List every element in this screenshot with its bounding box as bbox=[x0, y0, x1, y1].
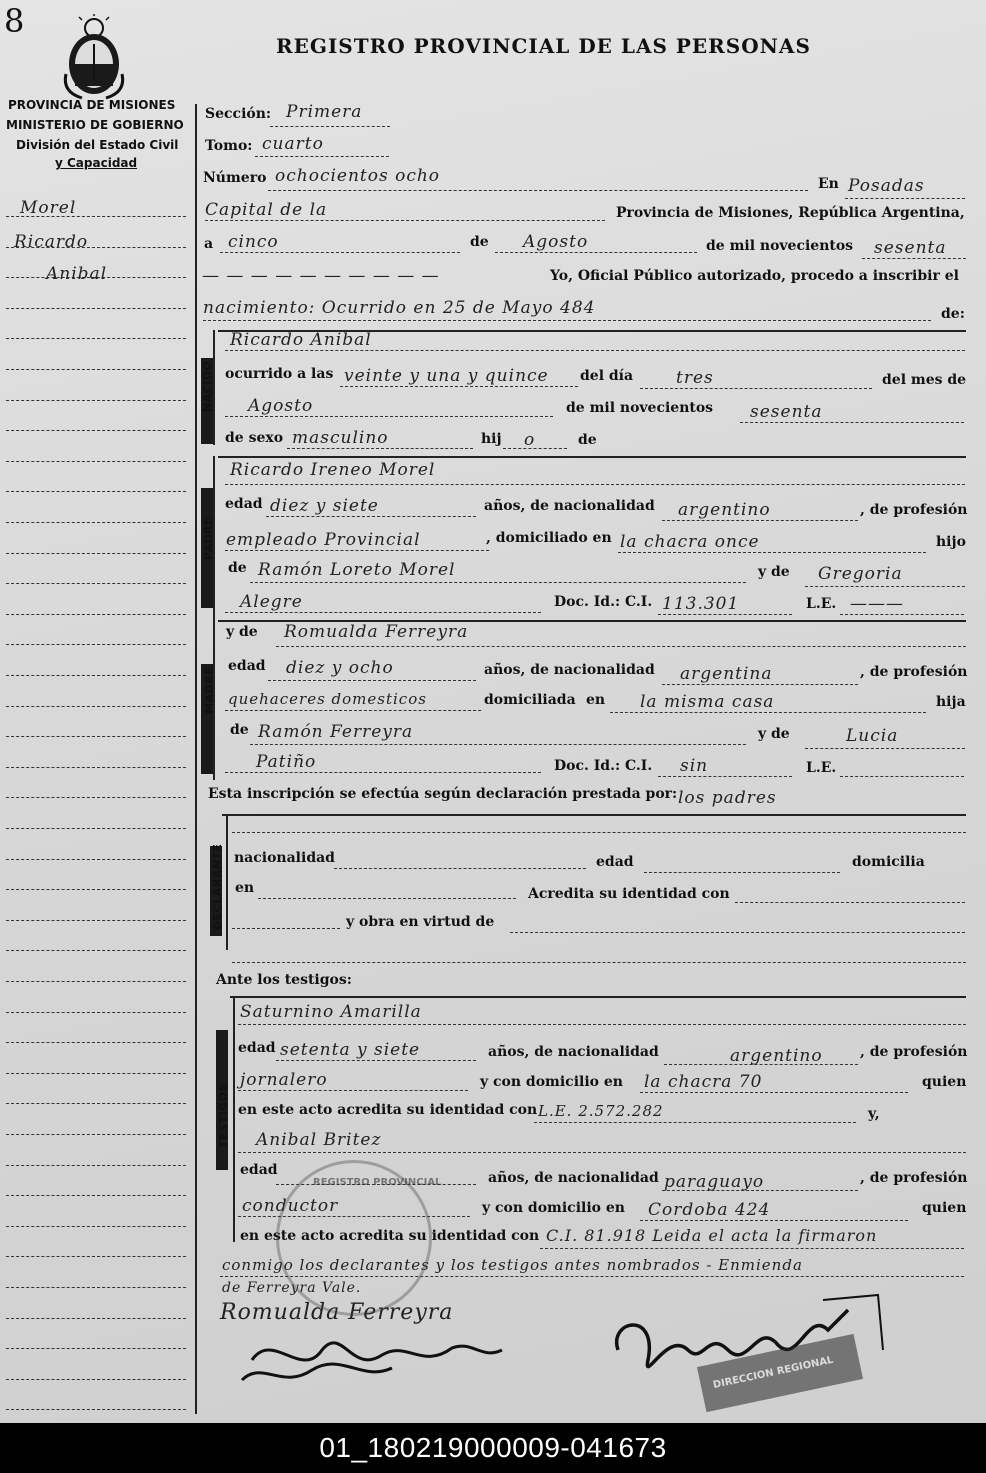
ocurrido-label: ocurrido a las bbox=[225, 366, 334, 382]
de-label: de bbox=[470, 234, 489, 250]
hijo-label: hijo bbox=[936, 534, 966, 550]
hija-label: hija bbox=[936, 694, 966, 710]
margin-rule bbox=[6, 1409, 186, 1410]
padre-nac-value: argentino bbox=[678, 500, 771, 520]
madre-de-label: de bbox=[230, 722, 249, 738]
margin-rule bbox=[6, 369, 186, 370]
padre-ci-value: 113.301 bbox=[662, 594, 740, 614]
madre-section-label: MADRE bbox=[203, 666, 216, 714]
t1-dom-value: la chacra 70 bbox=[644, 1072, 763, 1092]
padre-y-de-label: y de bbox=[758, 564, 790, 580]
abuela-m2-value: Patiño bbox=[256, 752, 317, 772]
image-caption: 01_180219000009-041673 bbox=[0, 1423, 986, 1473]
margin-rule bbox=[6, 430, 186, 431]
t1-acredita-label: en este acto acredita su identidad con bbox=[238, 1102, 538, 1118]
declarante-en-label: en bbox=[235, 880, 255, 896]
t1-edad-value: setenta y siete bbox=[280, 1040, 421, 1060]
numero-value: ochocientos ocho bbox=[275, 166, 441, 186]
t2-prof-label: , de profesión bbox=[860, 1170, 968, 1186]
acredita-label: Acredita su identidad con bbox=[528, 886, 730, 902]
padre-prof-value: empleado Provincial bbox=[226, 530, 421, 550]
margin-rule bbox=[6, 706, 186, 707]
margin-rule bbox=[6, 950, 186, 951]
t1-doc-value: L.E. 2.572.282 bbox=[538, 1102, 664, 1120]
domiciliada-label: domiciliada bbox=[484, 692, 576, 708]
margin-rule bbox=[6, 614, 186, 615]
testigo2-value: Anibal Britez bbox=[256, 1130, 382, 1150]
abuela-m-value: Lucia bbox=[846, 726, 899, 746]
madre-nac-value: argentina bbox=[680, 664, 773, 684]
hij-label: hij bbox=[481, 431, 502, 447]
margin-rule bbox=[6, 675, 186, 676]
official-seal-icon bbox=[276, 1160, 442, 1316]
sexo-value: masculino bbox=[292, 428, 389, 448]
declarante-edad-label: edad bbox=[596, 854, 634, 870]
margin-rule bbox=[6, 461, 186, 462]
declarante-nac-label: nacionalidad bbox=[234, 850, 335, 866]
margin-rule bbox=[6, 522, 186, 523]
padre-le-label: L.E. bbox=[806, 596, 837, 612]
madre-le-label: L.E. bbox=[806, 760, 837, 776]
header-capacity: y Capacidad bbox=[55, 156, 138, 170]
numero-label: Número bbox=[203, 170, 267, 186]
margin-rule bbox=[6, 1287, 186, 1288]
margin-rule bbox=[6, 644, 186, 645]
margin-rule bbox=[6, 859, 186, 860]
madre-prof-value: quehaceres domesticos bbox=[228, 690, 427, 708]
firma-madre-value: Romualda Ferreyra bbox=[220, 1300, 454, 1325]
madre-edad-value: diez y ocho bbox=[286, 658, 394, 678]
margin-rule bbox=[6, 1042, 186, 1043]
madre-ci-value: sin bbox=[680, 756, 709, 776]
t1-nac-value: argentino bbox=[730, 1046, 823, 1066]
abuela-p2-value: Alegre bbox=[240, 592, 303, 612]
header-ministry: MINISTERIO DE GOBIERNO bbox=[6, 118, 184, 132]
tomo-value: cuarto bbox=[262, 134, 324, 154]
margin-rule bbox=[6, 1348, 186, 1349]
hij-value: o bbox=[524, 430, 536, 450]
hora-value: veinte y una y quince bbox=[344, 366, 549, 386]
yo-label: Yo, Oficial Público autorizado, procedo a inscribir el bbox=[550, 268, 959, 284]
margin-rule bbox=[6, 1134, 186, 1135]
padre-dom-value: la chacra once bbox=[620, 532, 760, 552]
margin-second-name: Anibal bbox=[46, 264, 108, 284]
y-obra-label: y obra en virtud de bbox=[346, 914, 495, 930]
t2-nac-value: paraguayo bbox=[664, 1172, 765, 1192]
margin-rule bbox=[6, 1256, 186, 1257]
declarante-value: los padres bbox=[678, 788, 777, 808]
margin-rule bbox=[6, 400, 186, 401]
madre-edad-label: edad bbox=[228, 658, 266, 674]
margin-rule bbox=[6, 308, 186, 309]
de2-label: de bbox=[578, 432, 597, 448]
mes-value: Agosto bbox=[523, 232, 589, 252]
padre-de-label: de bbox=[228, 560, 247, 576]
madre-nac-label: años, de nacionalidad bbox=[484, 662, 655, 678]
cierre1-value: conmigo los declarantes y los testigos antes nombrados - Enmienda bbox=[222, 1256, 803, 1274]
en-label: En bbox=[818, 176, 839, 192]
t2-dom-label: y con domicilio en bbox=[482, 1200, 625, 1216]
t2-nac-label: años, de nacionalidad bbox=[488, 1170, 659, 1186]
margin-rule bbox=[6, 338, 186, 339]
abuelo-m-value: Ramón Ferreyra bbox=[258, 722, 414, 742]
t1-prof-value: jornalero bbox=[240, 1070, 328, 1090]
margin-rule bbox=[6, 553, 186, 554]
padre-doc-label: Doc. Id.: C.I. bbox=[554, 594, 653, 610]
abuela-p-value: Gregoria bbox=[818, 564, 903, 584]
de-mil-label: de mil novecientos bbox=[706, 238, 854, 254]
seccion-label: Sección: bbox=[205, 106, 272, 122]
header-province: PROVINCIA DE MISIONES bbox=[8, 98, 176, 112]
t1-dom-label: y con domicilio en bbox=[480, 1074, 623, 1090]
t1-nac-label: años, de nacionalidad bbox=[488, 1044, 659, 1060]
seccion-value: Primera bbox=[286, 102, 363, 122]
en-value: Posadas bbox=[848, 176, 925, 196]
dashes-value: — — — — — — — — — — bbox=[202, 266, 440, 286]
madre-dom-value: la misma casa bbox=[640, 692, 775, 712]
cierre2-value: de Ferreyra Vale. bbox=[222, 1280, 362, 1296]
dia-value: cinco bbox=[228, 232, 279, 252]
dia-nac-value: tres bbox=[676, 368, 714, 388]
de-sexo-label: de sexo bbox=[225, 430, 284, 446]
testigos-section-label: TESTIGOS bbox=[217, 1083, 230, 1148]
margin-rule bbox=[6, 1379, 186, 1380]
signature-padre-icon bbox=[232, 1320, 532, 1390]
padre-edad-value: diez y siete bbox=[270, 496, 379, 516]
ante-testigos-label: Ante los testigos: bbox=[216, 972, 352, 988]
madre-y-de-label: y de bbox=[226, 624, 258, 640]
declarante-section-label: DECLARANTE bbox=[211, 843, 224, 930]
mes-nac-value: Agosto bbox=[248, 396, 314, 416]
madre-en-label: en bbox=[586, 692, 606, 708]
header-division: División del Estado Civil bbox=[16, 138, 179, 152]
seal-text: REGISTRO PROVINCIAL bbox=[313, 1177, 442, 1188]
madre-doc-label: Doc. Id.: C.I. bbox=[554, 758, 653, 774]
t2-prof-value: conductor bbox=[242, 1196, 339, 1216]
madre-nombre-value: Romualda Ferreyra bbox=[284, 622, 469, 642]
provincia-label: Provincia de Misiones, República Argentina, bbox=[616, 205, 965, 221]
testigo1-value: Saturnino Amarilla bbox=[240, 1002, 422, 1022]
padre-nac-label: años, de nacionalidad bbox=[484, 498, 655, 514]
madre-prof-label: , de profesión bbox=[860, 664, 968, 680]
anio-nac-value: sesenta bbox=[750, 402, 823, 422]
margin-rule bbox=[6, 920, 186, 921]
padre-edad-label: edad bbox=[225, 496, 263, 512]
regional-stamp-text: DIRECCION REGIONAL bbox=[712, 1354, 835, 1392]
margin-rule bbox=[6, 491, 186, 492]
t2-doc-value: C.I. 81.918 Leida el acta la firmaron bbox=[546, 1226, 878, 1245]
t1-edad-label: edad bbox=[238, 1040, 276, 1056]
margin-rule bbox=[6, 583, 186, 584]
padre-prof-label: , de profesión bbox=[860, 502, 968, 518]
margin-rule bbox=[6, 1318, 186, 1319]
anio-value: sesenta bbox=[874, 238, 947, 258]
tomo-label: Tomo: bbox=[205, 138, 253, 154]
margin-rule bbox=[6, 1012, 186, 1013]
coat-of-arms-icon bbox=[60, 14, 128, 100]
del-dia-label: del día bbox=[580, 368, 634, 384]
nacido-section-label: NACIDO bbox=[201, 360, 214, 412]
margin-rule bbox=[6, 981, 186, 982]
t2-quien-label: quien bbox=[922, 1200, 967, 1216]
margin-rule bbox=[6, 767, 186, 768]
margin-rule bbox=[6, 1165, 186, 1166]
margin-rule bbox=[6, 1195, 186, 1196]
margin-rule bbox=[6, 1073, 186, 1074]
madre-y-de2-label: y de bbox=[758, 726, 790, 742]
de-colon-label: de: bbox=[941, 306, 965, 322]
main-divider bbox=[195, 104, 197, 1414]
esta-inscripcion-label: Esta inscripción se efectúa según declaración prestada por: bbox=[208, 786, 678, 802]
t2-dom-value: Cordoba 424 bbox=[648, 1200, 771, 1220]
de-mil2-label: de mil novecientos bbox=[566, 400, 714, 416]
t2-edad-label: edad bbox=[240, 1162, 278, 1178]
padre-section-label: PADRE bbox=[202, 516, 215, 560]
t1-quien-label: quien bbox=[922, 1074, 967, 1090]
page-title: REGISTRO PROVINCIAL DE LAS PERSONAS bbox=[276, 34, 811, 58]
t1-prof-label: , de profesión bbox=[860, 1044, 968, 1060]
capital-value: Capital de la bbox=[205, 200, 328, 220]
a-label: a bbox=[204, 236, 214, 252]
margin-first-name: Ricardo bbox=[14, 232, 89, 252]
margin-rule bbox=[6, 797, 186, 798]
del-mes-label: del mes de bbox=[882, 372, 967, 388]
y-comma-label: y, bbox=[868, 1106, 880, 1122]
domicilia-label: domicilia bbox=[852, 854, 925, 870]
margin-rule bbox=[6, 1103, 186, 1104]
margin-rule bbox=[6, 889, 186, 890]
abuelo-p-value: Ramón Loreto Morel bbox=[258, 560, 456, 580]
margin-rule bbox=[6, 828, 186, 829]
page-number: 8 bbox=[4, 2, 25, 40]
domiciliado-label: , domiciliado en bbox=[486, 530, 612, 546]
acto-value: nacimiento: Ocurrido en 25 de Mayo 484 bbox=[203, 298, 596, 318]
margin-surname: Morel bbox=[20, 198, 77, 218]
nombre-value: Ricardo Anibal bbox=[230, 330, 372, 350]
margin-rule bbox=[6, 1226, 186, 1227]
t2-acredita-label: en este acto acredita su identidad con bbox=[240, 1228, 540, 1244]
margin-rule bbox=[6, 736, 186, 737]
padre-le-value: ——— bbox=[850, 594, 904, 614]
padre-nombre-value: Ricardo Ireneo Morel bbox=[230, 460, 436, 480]
